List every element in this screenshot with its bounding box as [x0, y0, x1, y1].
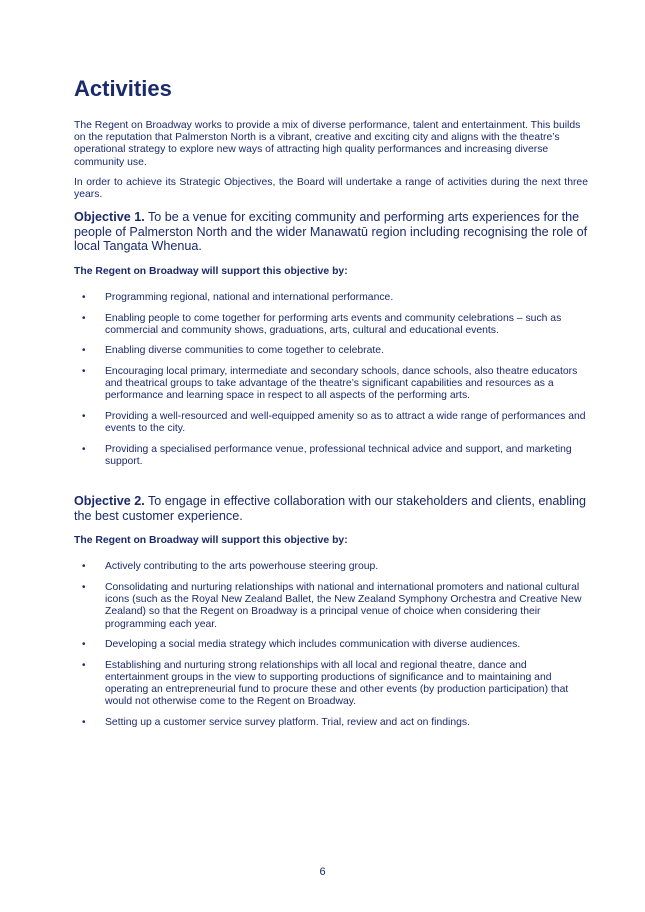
objective-2-number: Objective 2. [74, 494, 145, 509]
bullet-icon: • [82, 312, 86, 324]
objective-1-text: To be a venue for exciting community and performing arts experiences for the people of Palmerston North and the wider Manawatū region including recognising the role of local Tangata Whenua. [74, 210, 588, 254]
bullet-icon: • [82, 716, 86, 728]
list-item: • Enabling diverse communities to come together to celebrate. [82, 345, 384, 357]
list-item: • Actively contributing to the arts powerhouse steering group. [82, 561, 379, 573]
list-item: • Providing a specialised performance venue, professional technical advice and support, and marketing support. [82, 443, 572, 467]
list-item: • Establishing and nurturing strong relationships with all local and regional theatre, dance and entertainment groups in the view to supporting productions of significance and to maintaining and operating an entrepreneurial fund to procure these and other events (by production participation) that would not otherwise come to the Regent on Broadway. [82, 659, 569, 708]
objective-1-support-heading: The Regent on Broadway will support this objective by: [74, 266, 348, 277]
list-item: • Developing a social media strategy which includes communication with diverse audiences. [82, 639, 521, 651]
list-item: • Programming regional, national and international performance. [82, 292, 394, 303]
list-item: • Enabling people to come together for performing arts events and community celebrations – such as commercial and community shows, graduations, arts, cultural and educational events. [82, 312, 562, 336]
objective-2-list [74, 561, 588, 729]
list-item: • Encouraging local primary, intermediate and secondary schools, dance schools, also theatre educators and theatrical groups to take advantage of the theatre’s significant capabilities and resources as a performance and learning space in respect to all aspects of the performing arts. [82, 365, 578, 402]
list-item: • Consolidating and nurturing relationships with national and international promoters and national cultural icons (such as the Royal New Zealand Ballet, the New Zealand Symphony Orchestra and Creative New Zealand) so that the Regent on Broadway is a principal venue of choice when considering their programming each year. [82, 581, 582, 630]
page-title: Activities [74, 76, 172, 101]
objective-2-text: To engage in effective collaboration with our stakeholders and clients, enabling the best customer experience. [74, 494, 587, 523]
objective-1-statement [74, 210, 588, 254]
bullet-icon: • [82, 410, 86, 422]
intro-paragraph-2: In order to achieve its Strategic Objectives, the Board will undertake a range of activities during the next three years. [74, 176, 588, 201]
objective-2-statement [74, 494, 588, 523]
bullet-icon: • [82, 659, 86, 671]
bullet-icon: • [82, 443, 86, 455]
document-page [74, 74, 588, 738]
bullet-icon: • [82, 365, 86, 377]
bullet-icon: • [82, 292, 86, 303]
objective-2-support-heading: The Regent on Broadway will support this objective by: [74, 535, 348, 547]
list-item: • Providing a well-resourced and well-equipped amenity so as to attract a wide range of performances and events to the city. [82, 410, 586, 435]
list-item: • Setting up a customer service survey platform. Trial, review and act on findings. [82, 716, 470, 728]
objective-1-list [74, 292, 588, 468]
bullet-icon: • [82, 561, 86, 573]
page-number: 6 [319, 866, 326, 878]
objective-1-number: Objective 1. [74, 210, 145, 225]
bullet-icon: • [82, 639, 86, 651]
bullet-icon: • [82, 345, 86, 357]
intro-paragraph-1: The Regent on Broadway works to provide a mix of diverse performance, talent and entertainment. This builds on the reputation that Palmerston North is a vibrant, creative and exciting city and aligns with the theatre’s operational strategy to explore new ways of attracting high quality performances and increasing diverse community use. [74, 120, 581, 168]
bullet-icon: • [82, 581, 86, 593]
